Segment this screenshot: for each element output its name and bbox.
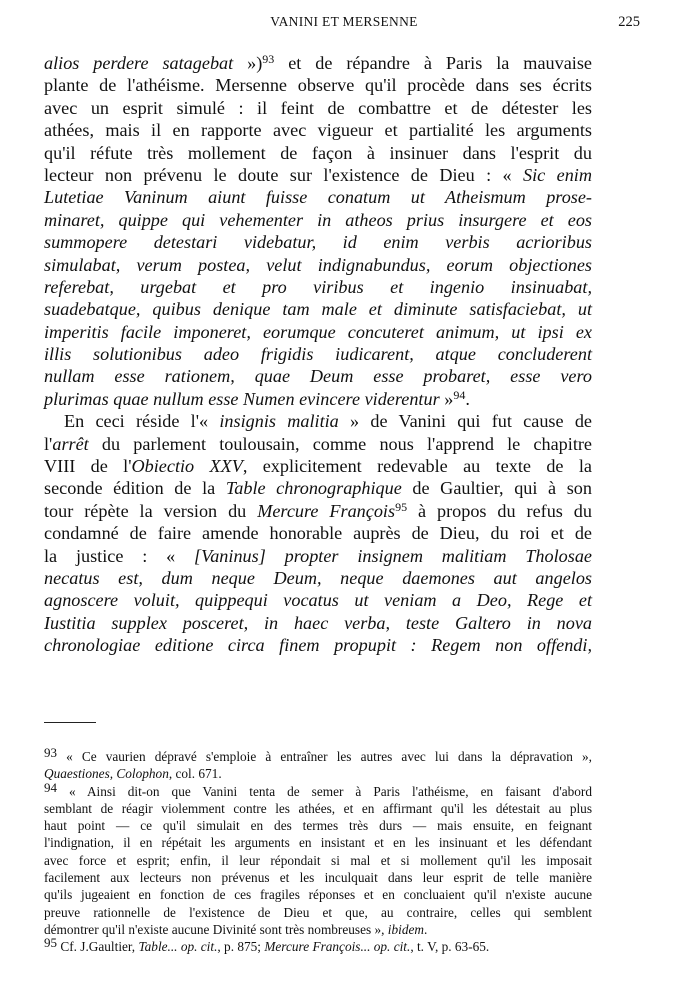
text-line: qu'il réfute très mollement de façon à insinuer dans l'esprit du — [44, 142, 592, 163]
footnote-ref-94: 94 — [453, 387, 466, 402]
footnote-ref-95: 95 — [395, 499, 408, 514]
text-line: tour répète la version du Mercure François$^{95}$ à propos du refus du — [44, 499, 592, 521]
footnotes — [44, 745, 593, 956]
text-line: agnoscere voluit, quippequi vocatus ut veniam a Deo, Rege et — [44, 590, 592, 611]
footnote-line: l'indignation, il en répétait les arguments en insistant et en les insinuant et les défendant — [44, 835, 592, 851]
page-number: 225 — [618, 14, 640, 30]
text-line: athées, mais il en rapporte avec vigueur et partialité les arguments — [44, 120, 592, 141]
text-line: seconde édition de la Table chronographique de Gaultier, qui à son — [44, 478, 592, 499]
text-line: necatus est, dum neque Deum, neque daemones aut angelos — [44, 567, 592, 588]
footnote-number: 94 — [44, 779, 57, 795]
text-line: imperitis facile imponeret, eorumque concuteret animum, ut ipsi ex — [44, 321, 592, 342]
text-line: summopere detestari videbatur, id enim verbis acrioribus — [44, 232, 592, 253]
footnote-line: démontrer qu'il n'existe aucune Divinité sont très nombreuses », ibidem. — [44, 921, 428, 937]
text-line: l'arrêt du parlement toulousain, comme nous l'apprend le chapitre — [44, 433, 592, 454]
running-head — [44, 14, 644, 34]
footnote-line: preuve rationnelle de l'existence de Dieu et que, au contraire, celles qui semblent — [44, 904, 592, 920]
text-line: plante de l'athéisme. Mersenne observe qu'il procède dans ses écrits — [44, 75, 592, 96]
text-line: VIII de l'Obiectio XXV, explicitement redevable au texte de la — [44, 456, 592, 477]
footnote-line: avec force et esprit; enfin, il leur répondait si mal et si mollement qu'il les imposait — [44, 852, 592, 868]
footnote-number: 95 — [44, 935, 57, 951]
footnote-94: 94 « Ainsi dit-on que Vanini tenta de semer à Paris l'athéisme, en faisant d'abord — [44, 779, 592, 799]
text-line: lecteur non prévenu le doute sur l'existence de Dieu : « Sic enim — [44, 164, 592, 185]
text-line: simulabat, verum postea, velut indignabundus, eorum objectiones — [44, 254, 592, 275]
running-title: VANINI ET MERSENNE — [270, 14, 418, 29]
text-line: minaret, quippe qui vehementer in atheos prius insurgere et eos — [44, 209, 592, 230]
footnote-ref-93: 93 — [262, 52, 275, 66]
footnote-line: semblant de réagir violemment contre les athées, et en affirmant qu'il les détestait au plus — [44, 800, 592, 816]
text-line: plurimas quae nullum esse Numen evincere viderentur »$^{94}$. — [44, 387, 470, 409]
footnote-separator — [44, 722, 96, 723]
footnote-95: 95 Cf. J.Gaultier, Table... op. cit., p. 875; Mercure François... op. cit., t. V, p. 63-65. — [44, 935, 490, 955]
footnote-line: Quaestiones, Colophon, col. 671. — [44, 766, 222, 782]
text-line: Lutetiae Vaninum aiunt fuisse conatum ut Atheismum prose- — [44, 187, 592, 208]
footnote-number: 93 — [44, 745, 57, 760]
text-line: En ceci réside l'« insignis malitia » de Vanini qui fut cause de — [64, 411, 592, 432]
footnote-line: facilement aux lecteurs non prévenus et les inculquait dans leur esprit de telle manière — [44, 870, 592, 886]
text-line: alios perdere satagebat »)$^{93}$ et de répandre à Paris la mauvaise — [44, 52, 592, 73]
text-line: chronologiae editione circa finem propupit : Regem non offendi, — [44, 635, 592, 656]
footnote-93: 93 « Ce vaurien dépravé s'emploie à entraîner les autres avec lui dans la dépravation », — [44, 745, 593, 764]
text-line: la justice : « [Vaninus] propter insignem malitiam Tholosae — [44, 545, 592, 566]
text-line: suadebatque, quibus denique tam male et diminute satisfaciebat, ut — [44, 299, 592, 320]
text-line: nullam esse rationem, quae Deum esse probaret, esse vero — [44, 366, 592, 387]
text-line: condamné de faire amende honorable auprès de Dieu, du roi et de — [44, 523, 592, 544]
main-text — [44, 52, 592, 657]
text-line: avec un esprit simulé : il feint de combattre et de détester les — [44, 97, 592, 118]
text-line: illis solutionibus adeo frigidis iudicarent, atque concluderent — [44, 344, 592, 365]
text-line: Iustitia supplex posceret, in haec verba, teste Galtero in nova — [44, 612, 592, 633]
footnote-line: haut point — ce qu'il simulait en des termes très durs — mais ensuite, en feignant — [44, 818, 592, 834]
footnote-line: qu'ils jugeaient en fonction de ces fragiles réponses et en concluaient qu'il n'existe aucune — [44, 887, 592, 903]
text-line: referebat, urgebat et pro viribus et ingenio insinuabat, — [44, 276, 592, 297]
